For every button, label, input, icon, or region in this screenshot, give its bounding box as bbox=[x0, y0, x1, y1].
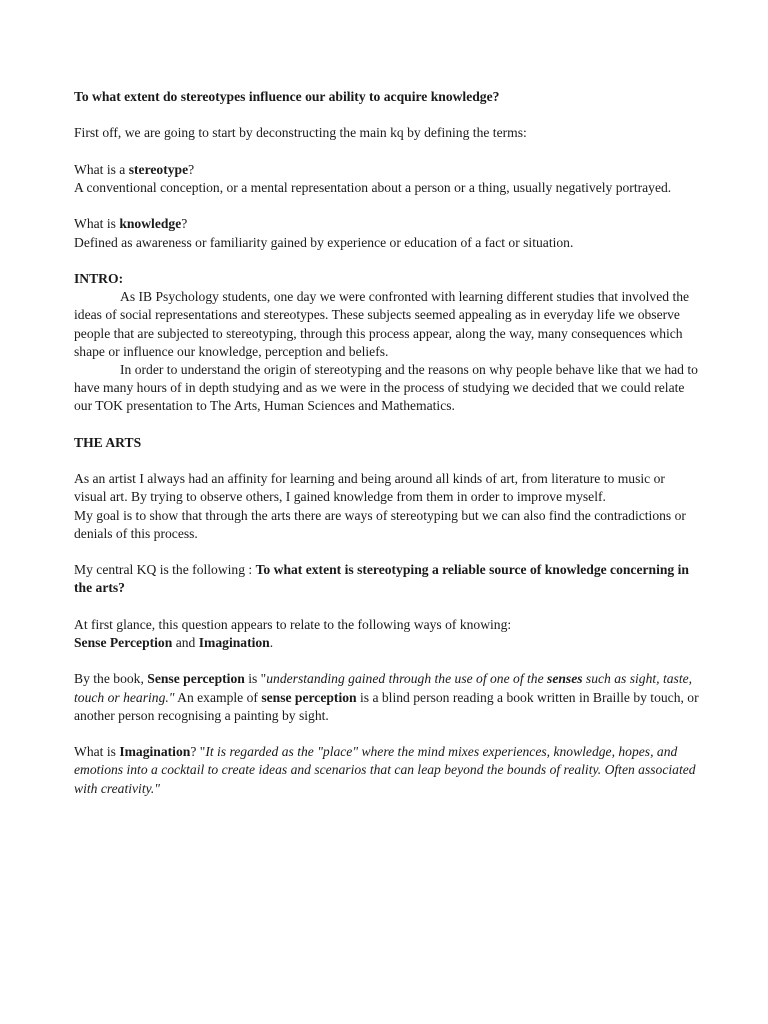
arts-paragraph-1: As an artist I always had an affinity for learning and being around all kinds of art, from literature to music or visual art. By trying to observe others, I gained knowledge from them in order to improve myself. bbox=[74, 471, 665, 505]
central-kq: My central KQ is the following : To what extent is stereotyping a reliable source of knowledge concerning in the arts? bbox=[74, 562, 689, 596]
intro-paragraph-2: In order to understand the origin of stereotyping and the reasons on why people behave like that we had to have many hours of in depth studying and as we were in the process of studying we decided that we could relate our TOK presentation to The Arts, Human Sciences and Mathematics. bbox=[74, 361, 698, 414]
stereotype-definition: A conventional conception, or a mental representation about a person or a thing, usually negatively portrayed. bbox=[74, 179, 672, 195]
arts-paragraph-2: My goal is to show that through the arts there are ways of stereotyping but we can also find the contradictions or denials of this process. bbox=[74, 507, 686, 541]
document-title: To what extent do stereotypes influence our ability to acquire knowledge? bbox=[74, 89, 500, 104]
stereotype-question: What is a stereotype? bbox=[74, 161, 195, 177]
stereotype-section bbox=[74, 161, 699, 197]
document-page bbox=[74, 88, 699, 816]
knowledge-section bbox=[74, 215, 699, 251]
sense-perception-paragraph: By the book, Sense perception is "understanding gained through the use of one of the senses such as sight, taste, touch or hearing." An example of sense perception is a blind person reading a book written in Braille by touch, or another person recognising a painting by sight. bbox=[74, 671, 699, 723]
intro-heading: INTRO: bbox=[74, 270, 124, 286]
arts-heading: THE ARTS bbox=[74, 434, 142, 450]
intro-line: First off, we are going to start by deconstructing the main kq by defining the terms: bbox=[74, 125, 527, 141]
intro-paragraph-1: As IB Psychology students, one day we were confronted with learning different studies that involved the ideas of social representations and stereotypes. These subjects seemed appealing as in everyday life we observe people that are subjected to stereotyping, through this process appear, along the way, many consequences which shape or influence our knowledge, perception and beliefs. bbox=[74, 289, 690, 359]
imagination-paragraph: What is Imagination? "It is regarded as the "place" where the mind mixes experiences, knowledge, hopes, and emotions into a cocktail to create ideas and scenarios that can leap beyond the bounds of reality. Often associated with creativity." bbox=[74, 744, 696, 796]
knowledge-definition: Defined as awareness or familiarity gained by experience or education of a fact or situation. bbox=[74, 234, 574, 250]
ways-of-knowing: At first glance, this question appears to relate to the following ways of knowing: Sense Perception and Imagination. bbox=[74, 616, 512, 650]
knowledge-question: What is knowledge? bbox=[74, 216, 188, 232]
